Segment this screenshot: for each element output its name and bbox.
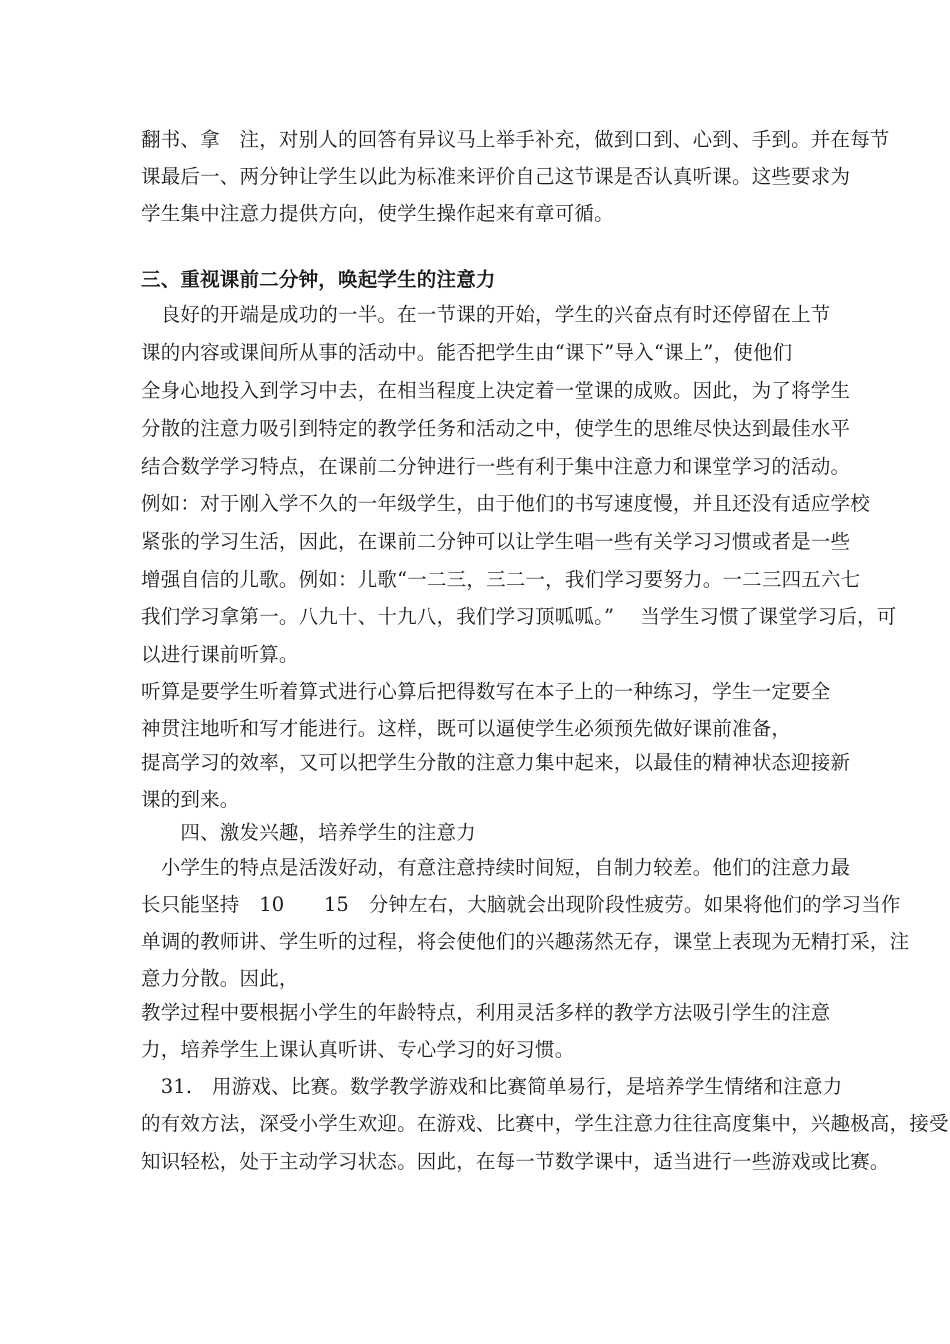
text-line: 以进行课前听算。 [141,643,299,666]
text-line: 的有效方法，深受小学生欢迎。在游戏、比赛中，学生注意力往往高度集中，兴趣极高，接受 [141,1112,949,1135]
text-line: 全身心地投入到学习中去，在相当程度上决定着一堂课的成败。因此，为了将学生 [141,379,851,402]
text-line: 力，培养学生上课认真听讲、专心学习的好习惯。 [141,1038,575,1061]
text-line: 课最后一、两分钟让学生以此为标准来评价自己这节课是否认真听课。这些要求为 [141,165,851,188]
text-line: 增强自信的儿歌。例如：儿歌“一二三，三二一，我们学习要努力。一二三四五六七 [141,568,861,591]
text-line: 课的内容或课间所从事的活动中。能否把学生由“课下”导入“课上”，使他们 [141,341,793,364]
text-line: 教学过程中要根据小学生的年龄特点，利用灵活多样的教学方法吸引学生的注意 [141,1001,831,1024]
text-line: 翻书、拿 注，对别人的回答有异议马上举手补充，做到口到、心到、手到。并在每节 [141,128,890,151]
text-line: 良好的开端是成功的一半。在一节课的开始，学生的兴奋点有时还停留在上节 [141,303,831,326]
text-line: 单调的教师讲、学生听的过程，将会使他们的兴趣荡然无存，课堂上表现为无精打采，注 [141,930,910,953]
text-line: 意力分散。因此， [141,967,299,990]
text-line: 长只能坚持 10 15 分钟左右，大脑就会出现阶段性疲劳。如果将他们的学习当作 [141,893,901,916]
text-line: 分散的注意力吸引到特定的教学任务和活动之中，使学生的思维尽快达到最佳水平 [141,417,851,440]
text-line: 例如：对于刚入学不久的一年级学生，由于他们的书写速度慢，并且还没有适应学校 [141,492,870,515]
text-line: 课的到来。 [141,788,240,811]
section-heading: 四、激发兴趣，培养学生的注意力 [141,821,476,844]
text-line: 神贯注地听和写才能进行。这样，既可以逼使学生必须预先做好课前准备， [141,717,792,740]
text-line: 结合数学学习特点，在课前二分钟进行一些有利于集中注意力和课堂学习的活动。 [141,455,851,478]
text-line: 31. 用游戏、比赛。数学教学游戏和比赛简单易行，是培养学生情绪和注意力 [141,1075,843,1098]
text-line: 我们学习拿第一。八九十、十九八，我们学习顶呱呱。” 当学生习惯了课堂学习后，可 [141,605,897,628]
text-line: 学生集中注意力提供方向，使学生操作起来有章可循。 [141,202,614,225]
text-line: 提高学习的效率，又可以把学生分散的注意力集中起来，以最佳的精神状态迎接新 [141,751,851,774]
text-line: 紧张的学习生活，因此，在课前二分钟可以让学生唱一些有关学习习惯或者是一些 [141,530,851,553]
section-heading: 三、重视课前二分钟，唤起学生的注意力 [141,268,496,291]
text-line: 知识轻松，处于主动学习状态。因此，在每一节数学课中，适当进行一些游戏或比赛。 [141,1150,890,1173]
text-line: 小学生的特点是活泼好动，有意注意持续时间短，自制力较差。他们的注意力最 [141,856,851,879]
text-line: 听算是要学生听着算式进行心算后把得数写在本子上的一种练习，学生一定要全 [141,680,831,703]
